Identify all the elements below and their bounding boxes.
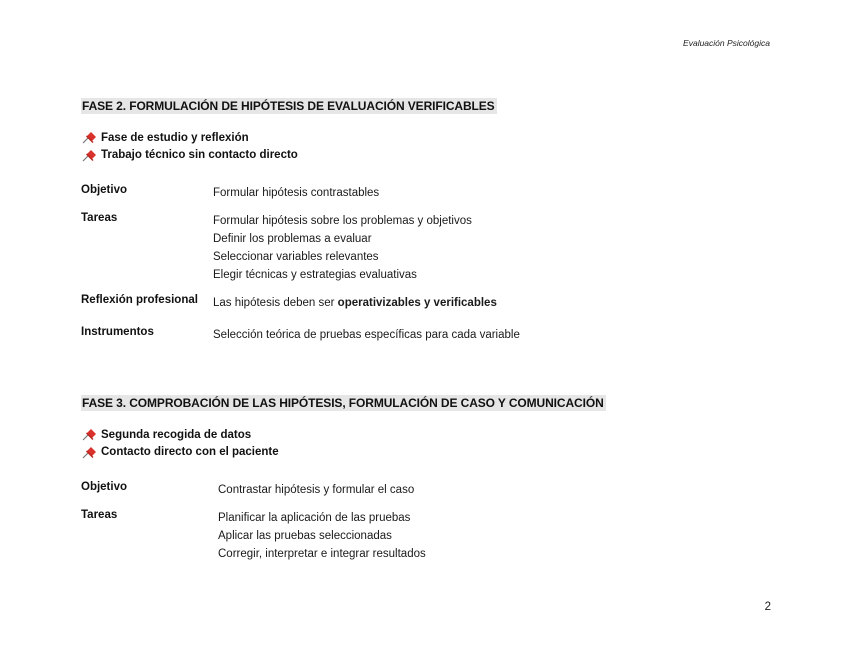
bullet-item <box>81 444 771 462</box>
row-label: Instrumentos <box>81 326 154 338</box>
task-item: Elegir técnicas y estrategias evaluativas <box>213 269 417 281</box>
bullet-text: Trabajo técnico sin contacto directo <box>101 149 298 162</box>
row-label: Tareas <box>81 212 118 224</box>
row-value: Las hipótesis deben ser operativizables y verificables <box>213 297 497 309</box>
pushpin-icon <box>81 428 98 441</box>
bullet-item <box>81 426 771 444</box>
row-label: Objetivo <box>81 481 128 493</box>
fase-2-section <box>81 97 771 344</box>
row-label: Objetivo <box>81 184 128 196</box>
reflexion-row <box>81 294 771 312</box>
row-value: Selección teórica de pruebas específicas para cada variable <box>213 329 520 341</box>
fase-3-section <box>81 394 771 563</box>
task-item: Aplicar las pruebas seleccionadas <box>218 530 392 542</box>
bullet-item <box>81 129 771 147</box>
bullet-text: Contacto directo con el paciente <box>101 446 279 459</box>
task-item: Formular hipótesis sobre los problemas y objetivos <box>213 215 472 227</box>
row-label: Tareas <box>81 509 118 521</box>
instrumentos-row <box>81 326 771 344</box>
task-item: Definir los problemas a evaluar <box>213 233 372 245</box>
row-value: Formular hipótesis contrastables <box>213 187 380 199</box>
bullet-text: Segunda recogida de datos <box>101 428 252 441</box>
fase-3-bullets <box>81 426 771 461</box>
pushpin-icon <box>81 131 98 144</box>
task-item: Planificar la aplicación de las pruebas <box>218 512 411 524</box>
row-label: Reflexión profesional <box>81 294 198 306</box>
objetivo-row <box>81 481 771 499</box>
tareas-row <box>81 212 771 284</box>
row-value: Contrastar hipótesis y formular el caso <box>218 484 415 496</box>
objetivo-row <box>81 184 771 202</box>
page-number: 2 <box>764 601 771 613</box>
pushpin-icon <box>81 149 98 162</box>
task-item: Corregir, interpretar e integrar resultados <box>218 548 426 560</box>
bullet-text: Fase de estudio y reflexión <box>101 131 249 144</box>
fase-2-heading: FASE 2. FORMULACIÓN DE HIPÓTESIS DE EVALUACIÓN VERIFICABLES <box>82 99 495 113</box>
bullet-item <box>81 147 771 165</box>
fase-2-bullets <box>81 129 771 164</box>
running-header: Evaluación Psicológica <box>683 38 770 48</box>
tareas-row <box>81 509 771 563</box>
fase-3-heading: FASE 3. COMPROBACIÓN DE LAS HIPÓTESIS, FORMULACIÓN DE CASO Y COMUNICACIÓN <box>82 396 604 410</box>
task-item: Seleccionar variables relevantes <box>213 251 379 263</box>
pushpin-icon <box>81 446 98 459</box>
